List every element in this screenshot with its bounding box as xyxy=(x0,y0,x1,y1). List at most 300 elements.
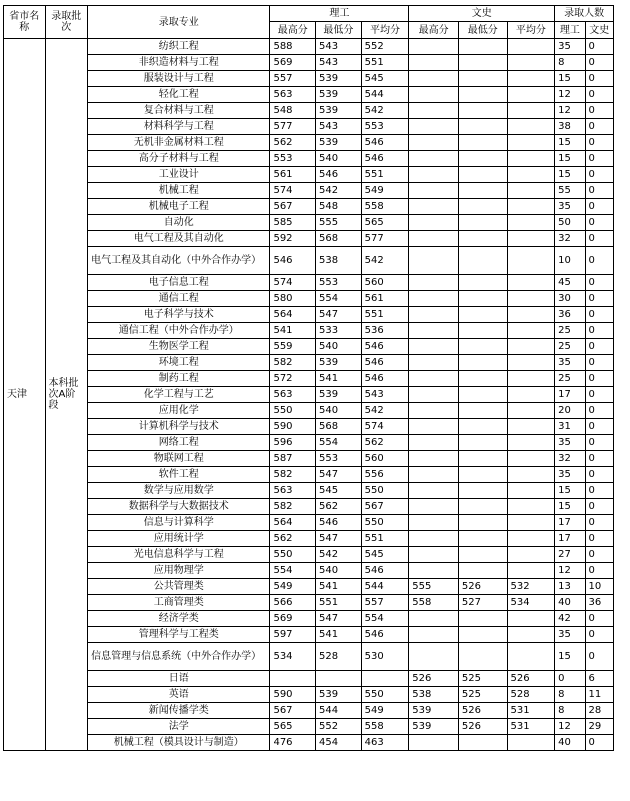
table-row xyxy=(4,735,614,751)
table-row xyxy=(4,87,614,103)
table-row xyxy=(4,387,614,403)
major-cell: 信息管理与信息系统（中外合作办学） xyxy=(88,643,270,671)
value-cell-n-s: 45 xyxy=(555,275,585,291)
value-cell-a-max xyxy=(409,467,459,483)
value-cell-n-s: 12 xyxy=(555,87,585,103)
value-cell-a-min xyxy=(458,451,507,467)
header-science-min: 最低分 xyxy=(316,22,362,39)
value-cell-n-s: 42 xyxy=(555,611,585,627)
value-cell-s-avg: 551 xyxy=(361,307,409,323)
value-cell-a-min xyxy=(458,387,507,403)
value-cell-a-avg xyxy=(507,183,555,199)
value-cell-a-avg xyxy=(507,735,555,751)
value-cell-n-a: 11 xyxy=(585,687,613,703)
value-cell-n-s: 15 xyxy=(555,483,585,499)
value-cell-s-min: 454 xyxy=(316,735,362,751)
major-cell: 通信工程（中外合作办学） xyxy=(88,323,270,339)
value-cell-a-min xyxy=(458,247,507,275)
value-cell-a-min xyxy=(458,167,507,183)
major-cell: 信息与计算科学 xyxy=(88,515,270,531)
value-cell-n-s: 15 xyxy=(555,499,585,515)
value-cell-s-min: 546 xyxy=(316,515,362,531)
header-arts-avg: 平均分 xyxy=(507,22,555,39)
value-cell-a-min: 527 xyxy=(458,595,507,611)
major-cell: 应用物理学 xyxy=(88,563,270,579)
table-row xyxy=(4,247,614,275)
table-row xyxy=(4,355,614,371)
value-cell-s-avg: 542 xyxy=(361,247,409,275)
value-cell-a-max: 539 xyxy=(409,703,459,719)
value-cell-a-min xyxy=(458,355,507,371)
value-cell-a-max xyxy=(409,55,459,71)
admission-table xyxy=(3,5,614,751)
value-cell-n-s: 35 xyxy=(555,435,585,451)
value-cell-a-min xyxy=(458,735,507,751)
value-cell-s-max: 476 xyxy=(270,735,316,751)
value-cell-s-avg: 577 xyxy=(361,231,409,247)
value-cell-a-min xyxy=(458,291,507,307)
value-cell-s-avg: 550 xyxy=(361,687,409,703)
value-cell-n-a: 29 xyxy=(585,719,613,735)
value-cell-s-max: 548 xyxy=(270,103,316,119)
table-row xyxy=(4,167,614,183)
value-cell-s-max: 566 xyxy=(270,595,316,611)
value-cell-s-max: 597 xyxy=(270,627,316,643)
table-row xyxy=(4,451,614,467)
value-cell-a-max xyxy=(409,135,459,151)
major-cell: 公共管理类 xyxy=(88,579,270,595)
value-cell-n-a: 0 xyxy=(585,39,613,55)
value-cell-n-a: 0 xyxy=(585,627,613,643)
value-cell-n-s: 15 xyxy=(555,71,585,87)
value-cell-a-min: 526 xyxy=(458,703,507,719)
major-cell: 经济学类 xyxy=(88,611,270,627)
value-cell-a-avg: 531 xyxy=(507,719,555,735)
table-row xyxy=(4,703,614,719)
value-cell-s-max: 554 xyxy=(270,563,316,579)
value-cell-a-max xyxy=(409,547,459,563)
major-cell: 工商管理类 xyxy=(88,595,270,611)
value-cell-s-avg: 545 xyxy=(361,71,409,87)
value-cell-n-a: 0 xyxy=(585,371,613,387)
value-cell-n-s: 12 xyxy=(555,563,585,579)
value-cell-a-avg xyxy=(507,39,555,55)
table-row xyxy=(4,435,614,451)
value-cell-s-max: 582 xyxy=(270,355,316,371)
value-cell-a-max xyxy=(409,339,459,355)
header-arts: 文史 xyxy=(409,6,555,22)
value-cell-n-a: 0 xyxy=(585,199,613,215)
value-cell-s-avg: 544 xyxy=(361,87,409,103)
value-cell-a-max xyxy=(409,291,459,307)
value-cell-s-avg: 546 xyxy=(361,563,409,579)
value-cell-n-s: 25 xyxy=(555,323,585,339)
value-cell-s-avg: 550 xyxy=(361,515,409,531)
value-cell-a-avg xyxy=(507,231,555,247)
table-row xyxy=(4,419,614,435)
value-cell-s-min: 562 xyxy=(316,499,362,515)
value-cell-s-max: 541 xyxy=(270,323,316,339)
value-cell-s-min: 540 xyxy=(316,403,362,419)
value-cell-s-avg xyxy=(361,671,409,687)
value-cell-s-avg: 546 xyxy=(361,371,409,387)
table-row xyxy=(4,595,614,611)
value-cell-a-min xyxy=(458,275,507,291)
table-row xyxy=(4,39,614,55)
value-cell-a-min xyxy=(458,119,507,135)
table-row xyxy=(4,275,614,291)
value-cell-a-min xyxy=(458,307,507,323)
value-cell-s-min: 540 xyxy=(316,151,362,167)
value-cell-s-max: 574 xyxy=(270,183,316,199)
value-cell-n-s: 15 xyxy=(555,151,585,167)
value-cell-s-avg: 542 xyxy=(361,403,409,419)
value-cell-s-avg: 565 xyxy=(361,215,409,231)
value-cell-n-s: 38 xyxy=(555,119,585,135)
table-row xyxy=(4,467,614,483)
value-cell-a-avg xyxy=(507,87,555,103)
header-science: 理工 xyxy=(270,6,409,22)
value-cell-s-avg: 463 xyxy=(361,735,409,751)
value-cell-s-avg: 551 xyxy=(361,531,409,547)
value-cell-n-a: 36 xyxy=(585,595,613,611)
value-cell-s-avg: 546 xyxy=(361,151,409,167)
value-cell-s-avg: 551 xyxy=(361,55,409,71)
value-cell-s-min: 541 xyxy=(316,579,362,595)
table-row xyxy=(4,199,614,215)
value-cell-a-max xyxy=(409,419,459,435)
table-row xyxy=(4,531,614,547)
value-cell-n-a: 0 xyxy=(585,215,613,231)
value-cell-a-min xyxy=(458,323,507,339)
value-cell-n-s: 15 xyxy=(555,135,585,151)
table-row xyxy=(4,611,614,627)
table-row xyxy=(4,563,614,579)
value-cell-n-s: 10 xyxy=(555,247,585,275)
value-cell-a-avg xyxy=(507,119,555,135)
value-cell-s-min: 540 xyxy=(316,563,362,579)
value-cell-n-s: 15 xyxy=(555,643,585,671)
value-cell-n-s: 35 xyxy=(555,39,585,55)
value-cell-n-a: 0 xyxy=(585,611,613,627)
value-cell-s-max: 564 xyxy=(270,307,316,323)
value-cell-a-avg xyxy=(507,419,555,435)
table-row xyxy=(4,55,614,71)
value-cell-n-s: 55 xyxy=(555,183,585,199)
value-cell-s-avg: 543 xyxy=(361,387,409,403)
value-cell-s-avg: 561 xyxy=(361,291,409,307)
value-cell-s-max: 587 xyxy=(270,451,316,467)
header-count-arts: 文史 xyxy=(585,22,613,39)
value-cell-a-min xyxy=(458,435,507,451)
major-cell: 生物医学工程 xyxy=(88,339,270,355)
major-cell: 机械工程（模具设计与制造） xyxy=(88,735,270,751)
value-cell-a-avg: 528 xyxy=(507,687,555,703)
value-cell-s-max: 563 xyxy=(270,483,316,499)
value-cell-a-max xyxy=(409,355,459,371)
value-cell-n-a: 0 xyxy=(585,71,613,87)
value-cell-n-a: 0 xyxy=(585,355,613,371)
value-cell-s-avg: 549 xyxy=(361,703,409,719)
table-row xyxy=(4,403,614,419)
value-cell-s-avg: 545 xyxy=(361,547,409,563)
value-cell-s-avg: 558 xyxy=(361,719,409,735)
major-cell: 电子信息工程 xyxy=(88,275,270,291)
value-cell-n-s: 27 xyxy=(555,547,585,563)
value-cell-a-max xyxy=(409,167,459,183)
value-cell-s-min: 539 xyxy=(316,87,362,103)
value-cell-s-max: 561 xyxy=(270,167,316,183)
value-cell-s-avg: 550 xyxy=(361,483,409,499)
value-cell-n-s: 35 xyxy=(555,355,585,371)
value-cell-s-min: 539 xyxy=(316,135,362,151)
value-cell-a-max xyxy=(409,199,459,215)
value-cell-a-max xyxy=(409,39,459,55)
value-cell-n-a: 0 xyxy=(585,435,613,451)
header-science-avg: 平均分 xyxy=(361,22,409,39)
value-cell-n-s: 8 xyxy=(555,703,585,719)
table-row xyxy=(4,215,614,231)
value-cell-s-avg: 560 xyxy=(361,275,409,291)
header-science-max: 最高分 xyxy=(270,22,316,39)
value-cell-s-avg: 560 xyxy=(361,451,409,467)
value-cell-a-max xyxy=(409,387,459,403)
value-cell-s-min: 553 xyxy=(316,451,362,467)
value-cell-a-avg xyxy=(507,451,555,467)
value-cell-s-avg: 552 xyxy=(361,39,409,55)
value-cell-a-min xyxy=(458,183,507,199)
major-cell: 物联网工程 xyxy=(88,451,270,467)
value-cell-s-min: 539 xyxy=(316,355,362,371)
value-cell-s-min: 545 xyxy=(316,483,362,499)
value-cell-a-max xyxy=(409,627,459,643)
value-cell-s-avg: 546 xyxy=(361,627,409,643)
value-cell-s-avg: 544 xyxy=(361,579,409,595)
table-row xyxy=(4,719,614,735)
value-cell-s-avg: 549 xyxy=(361,183,409,199)
value-cell-a-max xyxy=(409,215,459,231)
table-row xyxy=(4,323,614,339)
value-cell-a-max xyxy=(409,483,459,499)
value-cell-s-avg: 546 xyxy=(361,135,409,151)
value-cell-s-min: 551 xyxy=(316,595,362,611)
value-cell-n-a: 0 xyxy=(585,547,613,563)
major-cell: 数学与应用数学 xyxy=(88,483,270,499)
value-cell-s-min: 568 xyxy=(316,419,362,435)
table-row xyxy=(4,687,614,703)
table-row xyxy=(4,627,614,643)
value-cell-a-max xyxy=(409,451,459,467)
value-cell-a-max xyxy=(409,515,459,531)
value-cell-s-max: 590 xyxy=(270,419,316,435)
value-cell-a-avg xyxy=(507,499,555,515)
value-cell-a-max xyxy=(409,307,459,323)
value-cell-s-max: 557 xyxy=(270,71,316,87)
value-cell-s-max: 592 xyxy=(270,231,316,247)
value-cell-a-min xyxy=(458,627,507,643)
major-cell: 自动化 xyxy=(88,215,270,231)
header-arts-max: 最高分 xyxy=(409,22,459,39)
value-cell-n-s: 50 xyxy=(555,215,585,231)
major-cell: 数据科学与大数据技术 xyxy=(88,499,270,515)
value-cell-n-a: 0 xyxy=(585,563,613,579)
table-row xyxy=(4,291,614,307)
value-cell-n-a: 0 xyxy=(585,323,613,339)
major-cell: 通信工程 xyxy=(88,291,270,307)
value-cell-s-min: 554 xyxy=(316,435,362,451)
value-cell-s-min: 539 xyxy=(316,103,362,119)
value-cell-a-max xyxy=(409,71,459,87)
value-cell-a-min xyxy=(458,135,507,151)
header-arts-min: 最低分 xyxy=(458,22,507,39)
value-cell-a-max xyxy=(409,371,459,387)
value-cell-s-max: 577 xyxy=(270,119,316,135)
value-cell-s-min: 543 xyxy=(316,55,362,71)
value-cell-s-min: 555 xyxy=(316,215,362,231)
major-cell: 管理科学与工程类 xyxy=(88,627,270,643)
value-cell-s-min: 541 xyxy=(316,371,362,387)
value-cell-s-max: 567 xyxy=(270,703,316,719)
value-cell-s-max: 582 xyxy=(270,467,316,483)
major-cell: 网络工程 xyxy=(88,435,270,451)
value-cell-s-avg: 574 xyxy=(361,419,409,435)
major-cell: 新闻传播学类 xyxy=(88,703,270,719)
value-cell-s-avg: 536 xyxy=(361,323,409,339)
value-cell-s-avg: 558 xyxy=(361,199,409,215)
value-cell-s-min: 539 xyxy=(316,71,362,87)
value-cell-s-max: 564 xyxy=(270,515,316,531)
value-cell-n-a: 0 xyxy=(585,531,613,547)
major-cell: 复合材料与工程 xyxy=(88,103,270,119)
value-cell-n-a: 0 xyxy=(585,183,613,199)
value-cell-s-min: 539 xyxy=(316,687,362,703)
value-cell-n-a: 0 xyxy=(585,135,613,151)
value-cell-s-min: 554 xyxy=(316,291,362,307)
value-cell-a-min xyxy=(458,483,507,499)
value-cell-s-max: 585 xyxy=(270,215,316,231)
value-cell-a-avg xyxy=(507,151,555,167)
value-cell-a-avg xyxy=(507,275,555,291)
value-cell-a-avg xyxy=(507,71,555,87)
value-cell-a-max xyxy=(409,435,459,451)
table-row xyxy=(4,483,614,499)
value-cell-a-avg: 531 xyxy=(507,703,555,719)
value-cell-n-a: 0 xyxy=(585,403,613,419)
table-row xyxy=(4,103,614,119)
value-cell-s-min: 552 xyxy=(316,719,362,735)
header-count-science: 理工 xyxy=(555,22,585,39)
value-cell-a-avg xyxy=(507,103,555,119)
value-cell-a-avg xyxy=(507,339,555,355)
header-major: 录取专业 xyxy=(88,6,270,39)
province-cell: 天津 xyxy=(4,39,46,751)
value-cell-s-max: 588 xyxy=(270,39,316,55)
value-cell-a-max: 538 xyxy=(409,687,459,703)
major-cell: 日语 xyxy=(88,671,270,687)
value-cell-n-s: 8 xyxy=(555,687,585,703)
value-cell-n-s: 25 xyxy=(555,339,585,355)
major-cell: 轻化工程 xyxy=(88,87,270,103)
value-cell-s-max: 569 xyxy=(270,55,316,71)
value-cell-a-avg xyxy=(507,167,555,183)
value-cell-n-s: 32 xyxy=(555,231,585,247)
value-cell-s-min: 542 xyxy=(316,547,362,563)
value-cell-s-min xyxy=(316,671,362,687)
value-cell-a-max xyxy=(409,563,459,579)
value-cell-a-avg: 532 xyxy=(507,579,555,595)
value-cell-s-min: 528 xyxy=(316,643,362,671)
value-cell-a-min xyxy=(458,231,507,247)
value-cell-s-avg: 546 xyxy=(361,355,409,371)
value-cell-n-a: 0 xyxy=(585,451,613,467)
value-cell-a-max xyxy=(409,611,459,627)
value-cell-a-avg xyxy=(507,611,555,627)
value-cell-s-avg: 551 xyxy=(361,167,409,183)
value-cell-s-avg: 530 xyxy=(361,643,409,671)
value-cell-n-s: 13 xyxy=(555,579,585,595)
major-cell: 法学 xyxy=(88,719,270,735)
major-cell: 英语 xyxy=(88,687,270,703)
value-cell-n-a: 0 xyxy=(585,735,613,751)
major-cell: 高分子材料与工程 xyxy=(88,151,270,167)
major-cell: 工业设计 xyxy=(88,167,270,183)
value-cell-s-max: 534 xyxy=(270,643,316,671)
value-cell-n-a: 0 xyxy=(585,499,613,515)
value-cell-s-max: 549 xyxy=(270,579,316,595)
value-cell-n-s: 12 xyxy=(555,103,585,119)
value-cell-n-a: 0 xyxy=(585,55,613,71)
table-row xyxy=(4,307,614,323)
value-cell-s-min: 538 xyxy=(316,247,362,275)
value-cell-n-s: 12 xyxy=(555,719,585,735)
batch-cell: 本科批次A阶段 xyxy=(45,39,88,751)
table-row xyxy=(4,643,614,671)
value-cell-a-max xyxy=(409,87,459,103)
major-cell: 服装设计与工程 xyxy=(88,71,270,87)
value-cell-n-a: 0 xyxy=(585,339,613,355)
value-cell-s-avg: 553 xyxy=(361,119,409,135)
value-cell-n-s: 32 xyxy=(555,451,585,467)
value-cell-n-a: 0 xyxy=(585,483,613,499)
value-cell-s-max: 596 xyxy=(270,435,316,451)
table-row xyxy=(4,579,614,595)
value-cell-n-a: 0 xyxy=(585,419,613,435)
major-cell: 机械电子工程 xyxy=(88,199,270,215)
value-cell-a-avg xyxy=(507,135,555,151)
value-cell-a-avg xyxy=(507,643,555,671)
value-cell-n-s: 36 xyxy=(555,307,585,323)
value-cell-a-min xyxy=(458,103,507,119)
value-cell-s-min: 546 xyxy=(316,167,362,183)
table-row xyxy=(4,151,614,167)
value-cell-n-s: 30 xyxy=(555,291,585,307)
value-cell-n-s: 0 xyxy=(555,671,585,687)
value-cell-n-a: 0 xyxy=(585,247,613,275)
value-cell-a-min xyxy=(458,199,507,215)
table-body xyxy=(4,39,614,751)
header-batch: 录取批次 xyxy=(45,6,88,39)
value-cell-a-avg xyxy=(507,531,555,547)
value-cell-a-min: 526 xyxy=(458,579,507,595)
value-cell-a-avg xyxy=(507,387,555,403)
value-cell-a-min xyxy=(458,547,507,563)
value-cell-a-min xyxy=(458,515,507,531)
value-cell-a-min xyxy=(458,611,507,627)
value-cell-a-avg: 526 xyxy=(507,671,555,687)
value-cell-a-max: 539 xyxy=(409,719,459,735)
value-cell-s-avg: 557 xyxy=(361,595,409,611)
value-cell-n-s: 40 xyxy=(555,735,585,751)
